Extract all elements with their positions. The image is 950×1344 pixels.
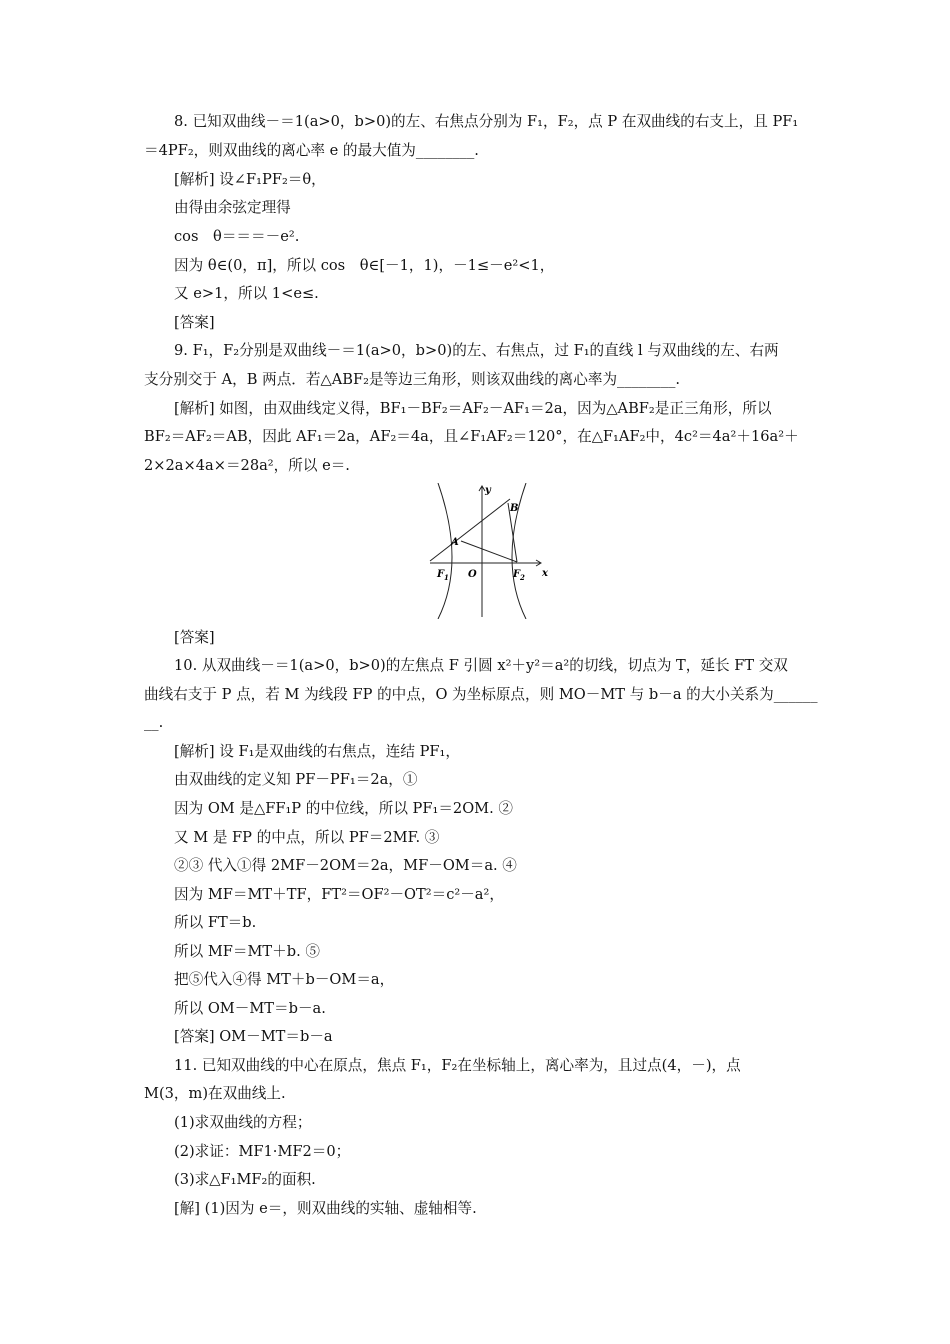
text-line: __. [144,714,164,731]
segment-a-f2 [461,541,517,562]
text-line: (3)求△F₁MF₂的面积. [174,1171,316,1188]
text-line: 2×2a×4a×＝28a²，所以 e＝. [144,457,350,474]
text-line: 11. 已知双曲线的中心在原点，焦点 F₁，F₂在坐标轴上，离心率为，且过点(4，－)，点 [174,1057,741,1074]
text-line: 把⑤代入④得 MT＋b－OM＝a， [174,971,395,988]
text-line: 10. 从双曲线－＝1(a>0，b>0)的左焦点 F 引圆 x²＋y²＝a²的切线，切点为 T，延长 FT 交双 [174,657,788,674]
text-line: 又 e>1，所以 1<e≤. [174,285,319,302]
text-line: 由得由余弦定理得 [174,199,291,216]
text-line: 所以 OM－MT＝b－a. [174,1000,326,1017]
label-b: B [510,503,519,514]
text-line: [解] (1)因为 e＝，则双曲线的实轴、虚轴相等. [174,1200,477,1217]
text-line: (2)求证：MF1·MF2＝0； [174,1143,351,1160]
line-f1-b [430,499,510,561]
text-line: [答案] [174,314,215,331]
text-line: M(3，m)在双曲线上. [144,1085,286,1102]
text-line: [答案] OM－MT＝b－a [174,1028,333,1045]
label-f1: F [437,569,445,580]
label-f2-sub: 2 [520,573,525,582]
text-line: ②③ 代入①得 2MF－2OM＝2a，MF－OM＝a. ④ [174,857,517,874]
text-line: BF₂＝AF₂＝AB，因此 AF₁＝2a，AF₂＝4a，且∠F₁AF₂＝120°，在△F₁AF₂中，4c²＝4a²＋16a²＋ [144,428,799,445]
text-line: 所以 FT＝b. [174,914,257,931]
label-f1-sub: 1 [444,573,449,582]
text-line: [解析] 设 F₁是双曲线的右焦点，连结 PF₁， [174,743,460,760]
label-o: O [468,569,477,580]
text-line: cos θ＝＝＝－e². [174,228,300,245]
text-line: 又 M 是 FP 的中点，所以 PF＝2MF. ③ [174,829,440,846]
label-f2: F [513,569,521,580]
text-line: 由双曲线的定义知 PF－PF₁＝2a，① [174,771,418,788]
text-line: 所以 MF＝MT＋b. ⑤ [174,943,320,960]
text-line: [解析] 如图，由双曲线定义得，BF₁－BF₂＝AF₂－AF₁＝2a，因为△ABF₂是正三角形，所以 [174,400,772,417]
text-line: 因为 OM 是△FF₁P 的中位线，所以 PF₁＝2OM. ② [174,800,513,817]
text-line: 因为 θ∈(0，π]，所以 cos θ∈[－1，1)，－1≤－e²<1， [174,257,555,274]
text-line: 因为 MF＝MT＋TF，FT²＝OF²－OT²＝c²－a²， [174,886,504,903]
text-line: 曲线右支于 P 点，若 M 为线段 FP 的中点，O 为坐标原点，则 MO－MT 与 b－a 的大小关系为______ [144,686,818,703]
text-line: [解析] 设∠F₁PF₂＝θ， [174,171,326,188]
label-a: A [451,537,459,548]
hyperbola-left-branch [438,483,452,619]
label-y: y [485,485,491,496]
text-line: [答案] [174,629,215,646]
text-line: 8. 已知双曲线－＝1(a>0，b>0)的左、右焦点分别为 F₁，F₂，点 P 在双曲线的右支上，且 PF₁ [174,113,799,130]
text-line: ＝4PF₂，则双曲线的离心率 e 的最大值为________. [144,142,479,159]
text-line: 9. F₁，F₂分别是双曲线－＝1(a>0，b>0)的左、右焦点，过 F₁的直线 l 与双曲线的左、右两 [174,342,779,359]
text-line: 支分别交于 A，B 两点．若△ABF₂是等边三角形，则该双曲线的离心率为________. [144,371,681,388]
hyperbola-figure [428,483,558,619]
text-line: (1)求双曲线的方程； [174,1114,312,1131]
label-x: x [542,568,548,579]
